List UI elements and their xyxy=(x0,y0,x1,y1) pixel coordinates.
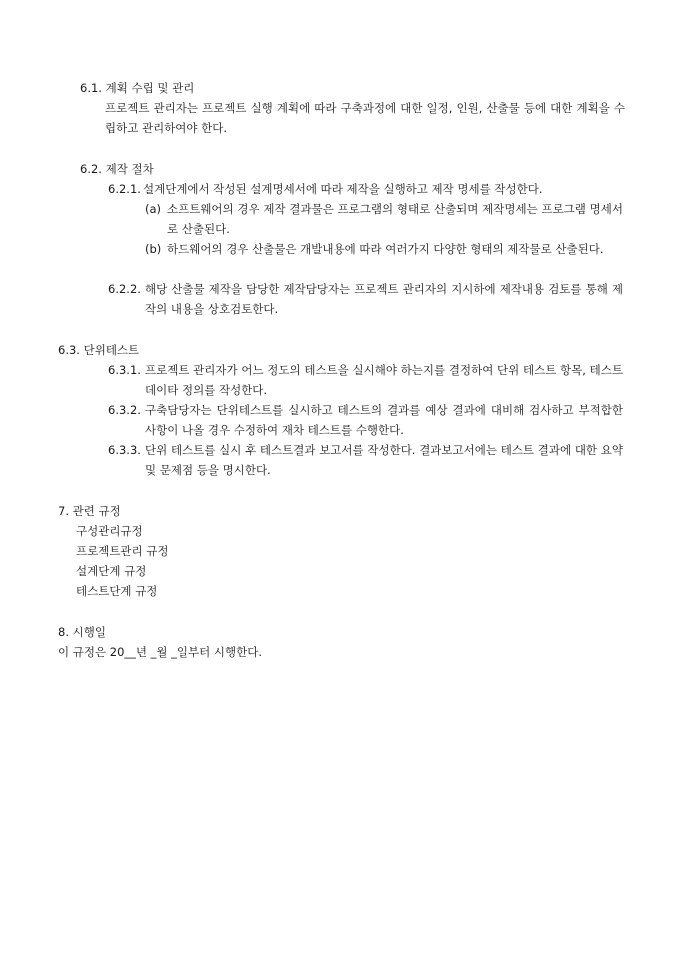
section-8-body: 이 규정은 20__년 _월 _일부터 시행한다. xyxy=(58,645,262,659)
item-text: 단위 테스트를 실시 후 테스트결과 보고서를 작성한다. 결과보고서에는 테스트 결과에 대한 요약 및 문제점 등을 명시한다. xyxy=(145,443,623,477)
section-6-1-heading: 6.1. 계획 수립 및 관리 xyxy=(80,81,195,95)
item-6-2-1-b xyxy=(145,239,623,259)
item-6-2-1 xyxy=(108,179,623,199)
related-rule-item: 구성관리규정 xyxy=(76,524,143,538)
item-text: 구축담당자는 단위테스트를 실시하고 테스트의 결과를 예상 결과에 대비해 검사하고 부적합한 사항이 나올 경우 수정하여 재차 테스트를 수행한다. xyxy=(145,403,623,437)
related-rule-item: 프로젝트관리 규정 xyxy=(76,544,169,558)
item-letter: (a) xyxy=(145,202,162,216)
item-text: 하드웨어의 경우 산출물은 개발내용에 따라 여러가지 다양한 형태의 제작물로 산출된다. xyxy=(167,242,604,256)
item-number: 6.3.2. xyxy=(108,403,141,417)
item-6-2-2 xyxy=(108,279,623,319)
item-number: 6.3.3. xyxy=(108,443,141,457)
item-text: 설계단계에서 작성된 설계명세서에 따라 제작을 실행하고 제작 명세를 작성한다. xyxy=(143,182,543,196)
section-6-3-heading: 6.3. 단위테스트 xyxy=(58,343,140,357)
item-text: 프로젝트 관리자가 어느 정도의 테스트을 실시해야 하는지를 결정하여 단위 테스트 항목, 테스트 데이타 정의를 작성한다. xyxy=(145,363,623,397)
item-number: 6.3.1. xyxy=(108,363,141,377)
section-7-heading: 7. 관련 규정 xyxy=(58,504,121,518)
item-6-3-1 xyxy=(108,360,623,400)
item-text: 소프트웨어의 경우 제작 결과물은 프로그램의 형태로 산출되며 제작명세는 프로그램 명세서로 산출된다. xyxy=(167,202,623,236)
section-6-1-body: 프로젝트 관리자는 프로젝트 실행 계획에 따라 구축과정에 대한 일정, 인원, 산출물 등에 대한 계획을 수립하고 관리하여야 한다. xyxy=(105,101,625,135)
related-rule-item: 설계단계 규정 xyxy=(76,564,147,578)
item-text: 해당 산출물 제작을 담당한 제작담당자는 프로젝트 관리자의 지시하에 제작내용 검토를 통해 제작의 내용을 상호검토한다. xyxy=(145,282,623,316)
item-6-2-1-a xyxy=(145,199,623,239)
item-number: 6.2.2. xyxy=(108,282,141,296)
item-6-3-3 xyxy=(108,440,623,480)
section-8-heading: 8. 시행일 xyxy=(58,625,106,639)
item-letter: (b) xyxy=(145,242,162,256)
item-number: 6.2.1. xyxy=(108,182,141,196)
section-6-2-heading: 6.2. 제작 절차 xyxy=(80,162,154,176)
related-rule-item: 테스트단계 규정 xyxy=(76,584,158,598)
item-6-3-2 xyxy=(108,400,623,440)
related-rules-list xyxy=(76,521,169,601)
